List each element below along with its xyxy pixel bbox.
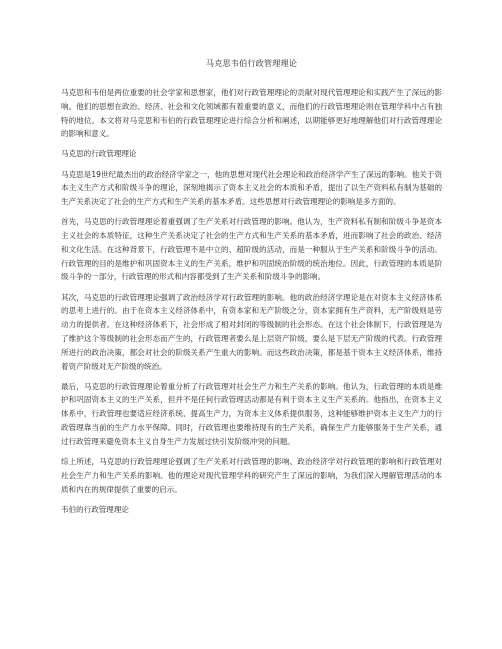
marx-paragraph-4: 最后，马克思的行政管理理论着重分析了行政管理对社会生产力和生产关系的影响。他认为，行政管理的本质是维护和巩固资本主义的生产关系，但并不是任何行政管理活动都是有利于资本主义生产关系的。他指出，在资本主义体系中，行政管理也要适应经济系统、提高生产力，为资本主义体系提供服务，这种能够维护资本主义生产力的行政管理靠当前的生产力水平保障。同时，行政管理也要维持现有的生产关系，确保生产力能够服务于生产关系，通过行政管理来避免资本主义自身生产力发展过快引发阶级冲突的问题。 <box>61 381 442 446</box>
section-heading-weber: 韦伯的行政管理理论 <box>61 504 129 514</box>
marx-paragraph-5: 综上所述，马克思的行政管理理论强调了生产关系对行政管理的影响、政治经济学对行政管理的影响和行政管理对社会生产力和生产关系的影响。他的理论对现代管理学科的研究产生了深远的影响，为我们深入理解管理活动的本质和内在的规律提供了重要的启示。 <box>61 456 442 494</box>
marx-paragraph-3: 其次，马克思的行政管理理论强调了政治经济学对行政管理的影响。他的政治经济学理论是在对资本主义经济体系的思考上进行的。由于在资本主义经济体系中，有资本家和无产阶级之分，资本家拥有生产资料，无产阶级则是劳动力的提供者。在这种经济体系下，社会形成了相对封闭的等级制的社会形态。在这个社会体制下，行政管理是为了维护这个等级制的社会形态而产生的，行政管理者要么是上层资产阶级，要么是下层无产阶级的代表。行政管理所进行的政治决策，都会对社会的阶级关系产生重大的影响。而这些政治决策，都是基于资本主义经济体系，维持着资产阶级对无产阶级的统治。 <box>61 292 442 371</box>
intro-paragraph: 马克思和韦伯是两位重要的社会学家和思想家，他们对行政管理理论的贡献对现代管理理论和实践产生了深远的影响。他们的思想在政治、经济、社会和文化领域都有着重要的意义，而他们的行政管理理论则在管理学科中占有独特的地位。本文将对马克思和韦伯的行政管理理论进行综合分析和阐述，以期能够更好地理解他们对行政管理理论的影响和意义。 <box>61 88 442 139</box>
marx-paragraph-1: 马克思是19世纪最杰出的政治经济学家之一，他的思想对现代社会理论和政治经济学产生了深远的影响。他关于资本主义生产方式和阶级斗争的理论，深刻地揭示了资本主义社会的本质和矛盾，提出了以生产资料私有制为基础的生产关系决定了社会的生产方式和生产关系的基本矛盾。这些思想对行政管理理论的影响是多方面的。 <box>61 169 442 207</box>
section-heading-marx: 马克思的行政管理理论 <box>61 149 137 159</box>
marx-paragraph-2: 首先，马克思的行政管理理论着重强调了生产关系对行政管理的影响。他认为，生产资料私有制和阶级斗争是资本主义社会的本质特征，这种生产关系决定了社会的生产方式和生产关系的基本矛盾，进而影响了社会的政治、经济和文化生活。在这种背景下，行政管理不是中立的、超阶级的活动，而是一种服从于生产关系和阶级斗争的活动。行政管理的目的是维护和巩固资本主义的生产关系，维护和巩固统治阶级的统治地位。因此，行政管理的本质是阶级斗争的一部分，行政管理的形式和内容都受到了生产关系和阶级斗争的影响。 <box>61 217 442 282</box>
document-title: 马克思韦伯行政管理理论 <box>205 58 298 68</box>
